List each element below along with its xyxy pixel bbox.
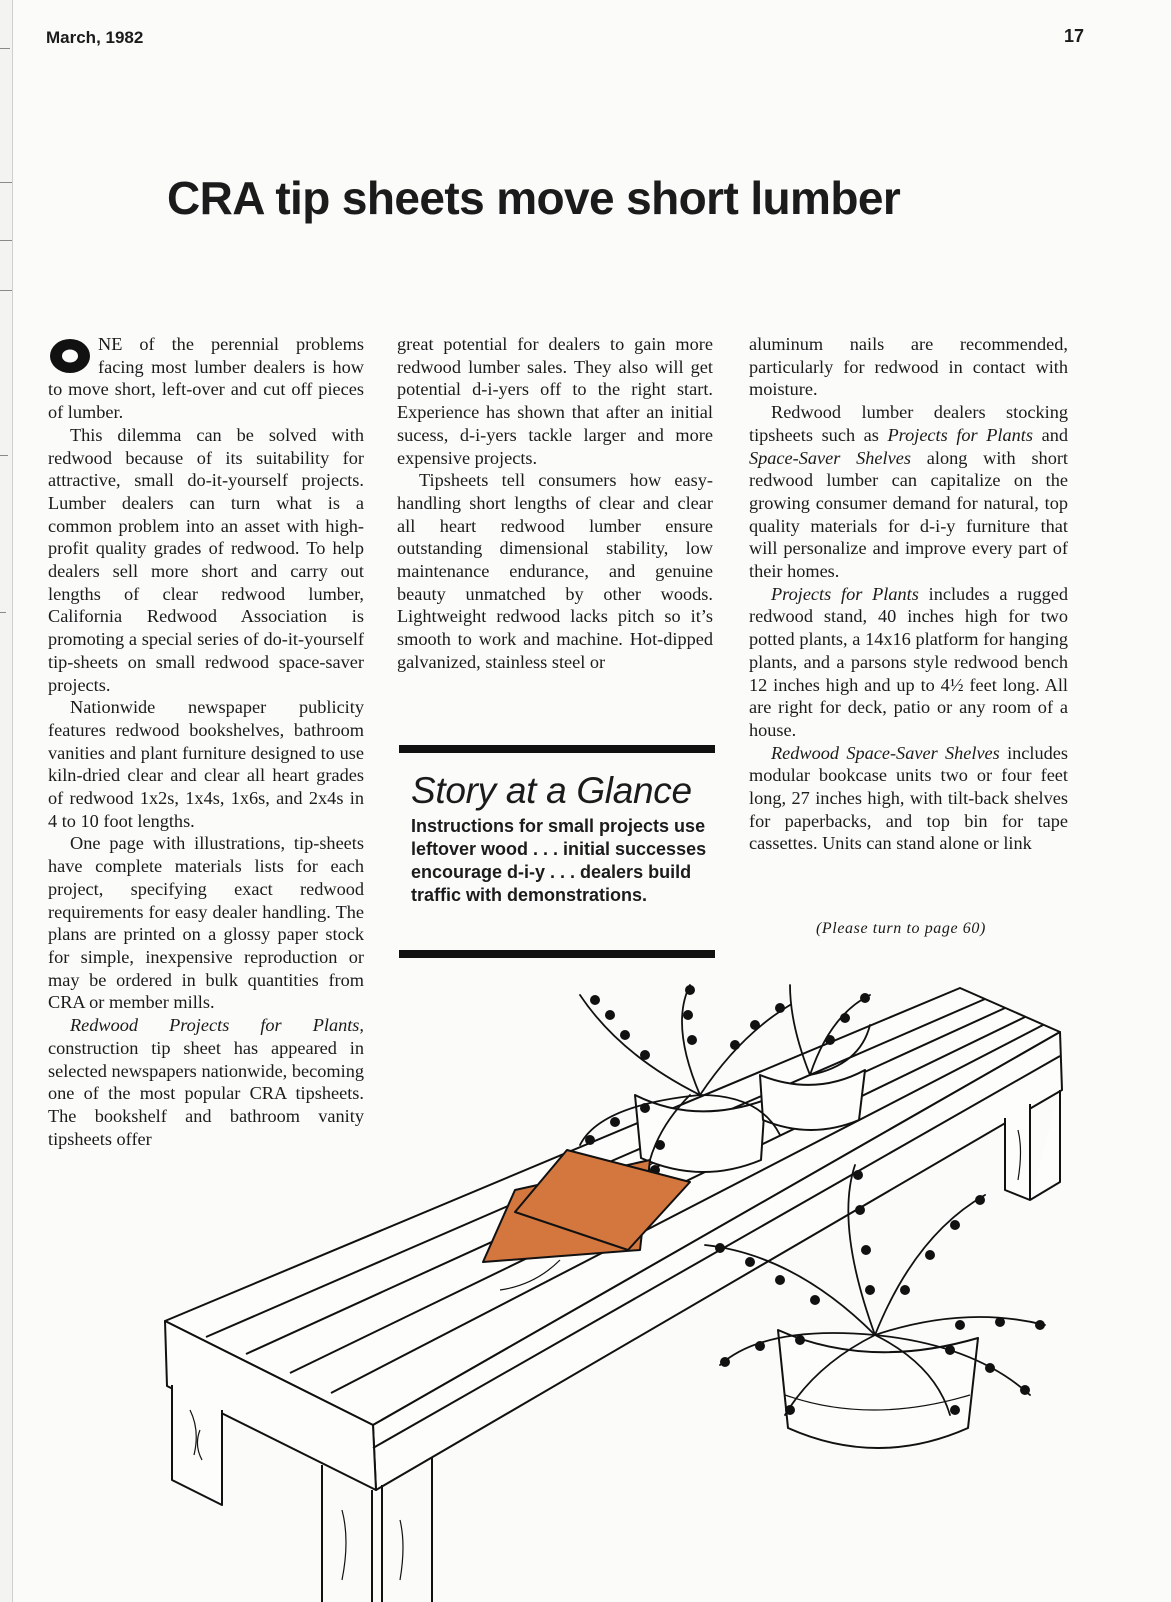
glance-title: Story at a Glance	[411, 770, 692, 811]
page-number: 17	[1064, 26, 1085, 46]
paragraph-text: NE of the perennial problems facing most lumber dealers is how to move short, left-over and cut off pieces of lumber.	[48, 334, 364, 423]
running-date: March, 1982	[46, 28, 144, 47]
headline: CRA tip sheets move short lumber	[167, 172, 901, 224]
italic-title: Redwood Space-Saver Shelves	[771, 742, 1000, 763]
italic-title: Redwood Projects for Plants,	[70, 1015, 364, 1036]
paragraph-text: and	[1033, 424, 1068, 445]
bench-leg	[322, 1465, 372, 1602]
continued-note: (Please turn to page 60)	[816, 920, 986, 937]
paragraph: One page with illustrations, tip-sheets have complete materials lists for each project, specifying exact redwood requirements for easy dealer handling. The plans are printed on a glossy paper stock for simple, inexpensive reproduction or may be ordered in bulk quantities from CRA or member mills.	[48, 833, 364, 1013]
paragraph-text: along with short redwood lumber can capitalize on the growing consumer demand for natural, top quality materials for d-i-y furniture that will personalize and improve every part of their homes.	[749, 447, 1069, 582]
paragraph-text: includes a rugged redwood stand, 40 inches high for two potted plants, a 14x16 platform for hanging plants, and a parsons style redwood bench 12 inches high and up to 4½ feet long. All are right for deck, patio or any room of a house.	[749, 583, 1068, 740]
paragraph: Nationwide newspaper publicity features redwood bookshelves, bathroom vanities and plant furniture designed to use kiln-dried clear and clear all heart grades of redwood 1x2s, 1x4s, 1x6s, and 2x4s in 4 to 10 foot lengths.	[48, 697, 364, 831]
italic-title: Projects for Plants	[887, 424, 1033, 445]
italic-title: Projects for Plants	[771, 583, 919, 604]
paragraph: aluminum nails are recommended, particularly for redwood in contact with moisture.	[749, 334, 1068, 400]
paragraph-text: construction tip sheet has appeared in selected newspapers nationwide, becoming one of the most popular CRA tipsheets. The bookshelf and bathroom vanity tipsheets offer	[48, 1037, 364, 1149]
italic-title: Space-Saver Shelves	[749, 447, 911, 468]
glance-summary: Instructions for small projects use leftover wood . . . initial successes encourage d-i-y . . . dealers build traffic with demonstrations.	[411, 816, 707, 905]
paragraph: This dilemma can be solved with redwood because of its suitability for attractive, small do-it-yourself projects. Lumber dealers can turn what is a common problem into an asset with high-profit quality grades of redwood. To help dealers sell more short and carry out lengths of clear redwood lumber, California Redwood Association is promoting a special series of do-it-yourself tip-sheets on small redwood space-saver projects.	[48, 424, 364, 695]
paragraph-text: includes modular bookcase units two or four feet long, 27 inches high, with tilt-back shelves for paperbacks, and top bin for tape cassettes. Units can stand alone or link	[749, 742, 1069, 854]
paragraph-text: Redwood lumber dealers stocking tipsheets such as	[749, 402, 1068, 445]
paragraph: great potential for dealers to gain more redwood lumber sales. They also will get potential d-i-yers off to the right start. Experience has shown that after an initial sucess, d-i-yers tackle larger and more expensive projects.	[397, 334, 713, 468]
paragraph: Tipsheets tell consumers how easy-handling short lengths of clear and clear all heart redwood lumber ensure outstanding dimensional stability, low maintenance endurance, and genuine beauty unmatched by other woods. Lightweight redwood lacks pitch so it’s smooth to work and machine. Hot-dipped galvanized, stainless steel or	[397, 470, 713, 672]
